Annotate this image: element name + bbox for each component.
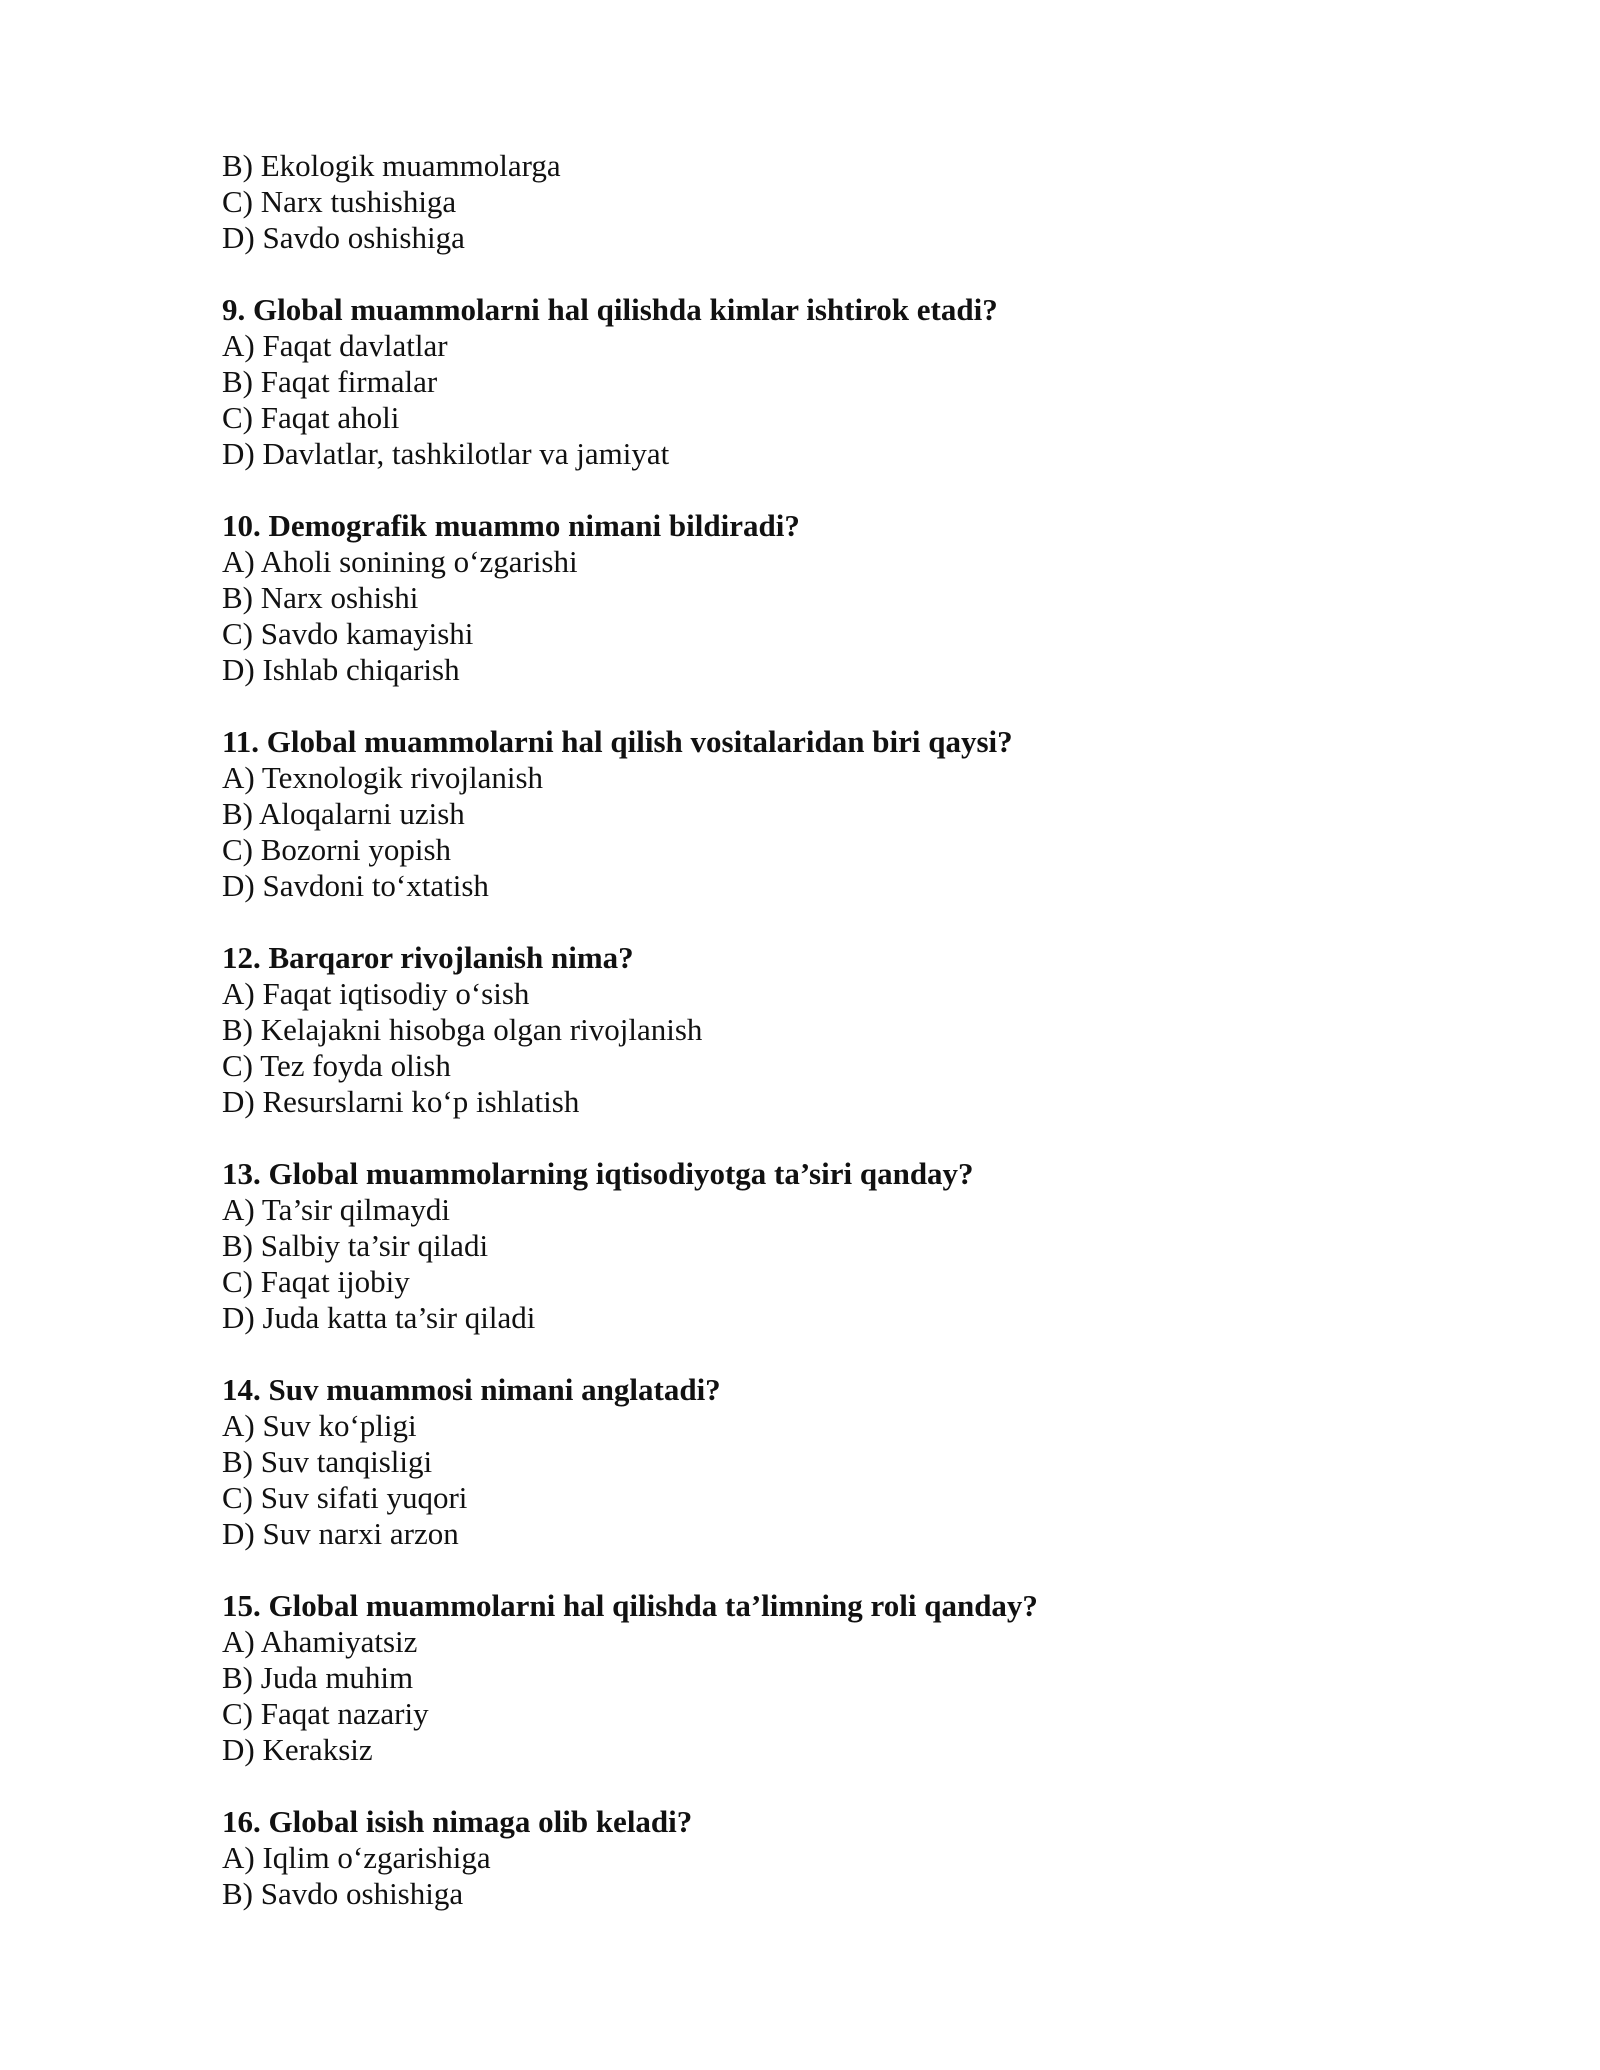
question-title: 16. Global isish nimaga olib keladi? [222, 1804, 693, 1839]
answer-option: D) Juda katta ta’sir qiladi [222, 1300, 536, 1335]
question-title: 13. Global muammolarning iqtisodiyotga ta’siri qanday? [222, 1156, 974, 1191]
question-10 [222, 508, 1422, 688]
question-title: 14. Suv muammosi nimani anglatadi? [222, 1372, 721, 1407]
answer-option: A) Aholi sonining o‘zgarishi [222, 544, 578, 579]
question-title: 12. Barqaror rivojlanish nima? [222, 940, 634, 975]
answer-option: D) Suv narxi arzon [222, 1516, 459, 1551]
question-14 [222, 1372, 1422, 1552]
quiz-content [222, 148, 1422, 1912]
answer-option: A) Texnologik rivojlanish [222, 760, 544, 795]
question-16 [222, 1804, 1422, 1912]
answer-option: A) Ahamiyatsiz [222, 1624, 418, 1659]
answer-option: C) Savdo kamayishi [222, 616, 474, 651]
answer-option: D) Savdo oshishiga [222, 220, 465, 255]
question-9 [222, 292, 1422, 472]
answer-option: B) Aloqalarni uzish [222, 796, 465, 831]
answer-option: D) Keraksiz [222, 1732, 373, 1767]
answer-option: A) Suv ko‘pligi [222, 1408, 417, 1443]
question-11 [222, 724, 1422, 904]
question-title: 15. Global muammolarni hal qilishda ta’limning roli qanday? [222, 1588, 1038, 1623]
carry-over-options [222, 148, 1422, 256]
answer-option: C) Narx tushishiga [222, 184, 457, 219]
question-title: 9. Global muammolarni hal qilishda kimlar ishtirok etadi? [222, 292, 998, 327]
answer-option: D) Resurslarni ko‘p ishlatish [222, 1084, 580, 1119]
answer-option: A) Iqlim o‘zgarishiga [222, 1840, 491, 1875]
question-title: 11. Global muammolarni hal qilish vositalaridan biri qaysi? [222, 724, 1013, 759]
answer-option: B) Suv tanqisligi [222, 1444, 433, 1479]
answer-option: D) Ishlab chiqarish [222, 652, 460, 687]
answer-option: A) Faqat iqtisodiy o‘sish [222, 976, 530, 1011]
answer-option: C) Tez foyda olish [222, 1048, 451, 1083]
answer-option: A) Faqat davlatlar [222, 328, 448, 363]
answer-option: C) Suv sifati yuqori [222, 1480, 468, 1515]
answer-option: C) Faqat nazariy [222, 1696, 429, 1731]
answer-option: B) Ekologik muammolarga [222, 148, 561, 183]
answer-option: A) Ta’sir qilmaydi [222, 1192, 451, 1227]
answer-option: B) Savdo oshishiga [222, 1876, 464, 1911]
answer-option: B) Juda muhim [222, 1660, 414, 1695]
answer-option: D) Savdoni to‘xtatish [222, 868, 489, 903]
answer-option: B) Narx oshishi [222, 580, 419, 615]
answer-option: C) Faqat ijobiy [222, 1264, 410, 1299]
question-title: 10. Demografik muammo nimani bildiradi? [222, 508, 800, 543]
answer-option: C) Bozorni yopish [222, 832, 452, 867]
answer-option: C) Faqat aholi [222, 400, 400, 435]
question-15 [222, 1588, 1422, 1768]
question-13 [222, 1156, 1422, 1336]
answer-option: B) Faqat firmalar [222, 364, 438, 399]
answer-option: D) Davlatlar, tashkilotlar va jamiyat [222, 436, 670, 471]
question-12 [222, 940, 1422, 1120]
answer-option: B) Salbiy ta’sir qiladi [222, 1228, 489, 1263]
answer-option: B) Kelajakni hisobga olgan rivojlanish [222, 1012, 703, 1047]
